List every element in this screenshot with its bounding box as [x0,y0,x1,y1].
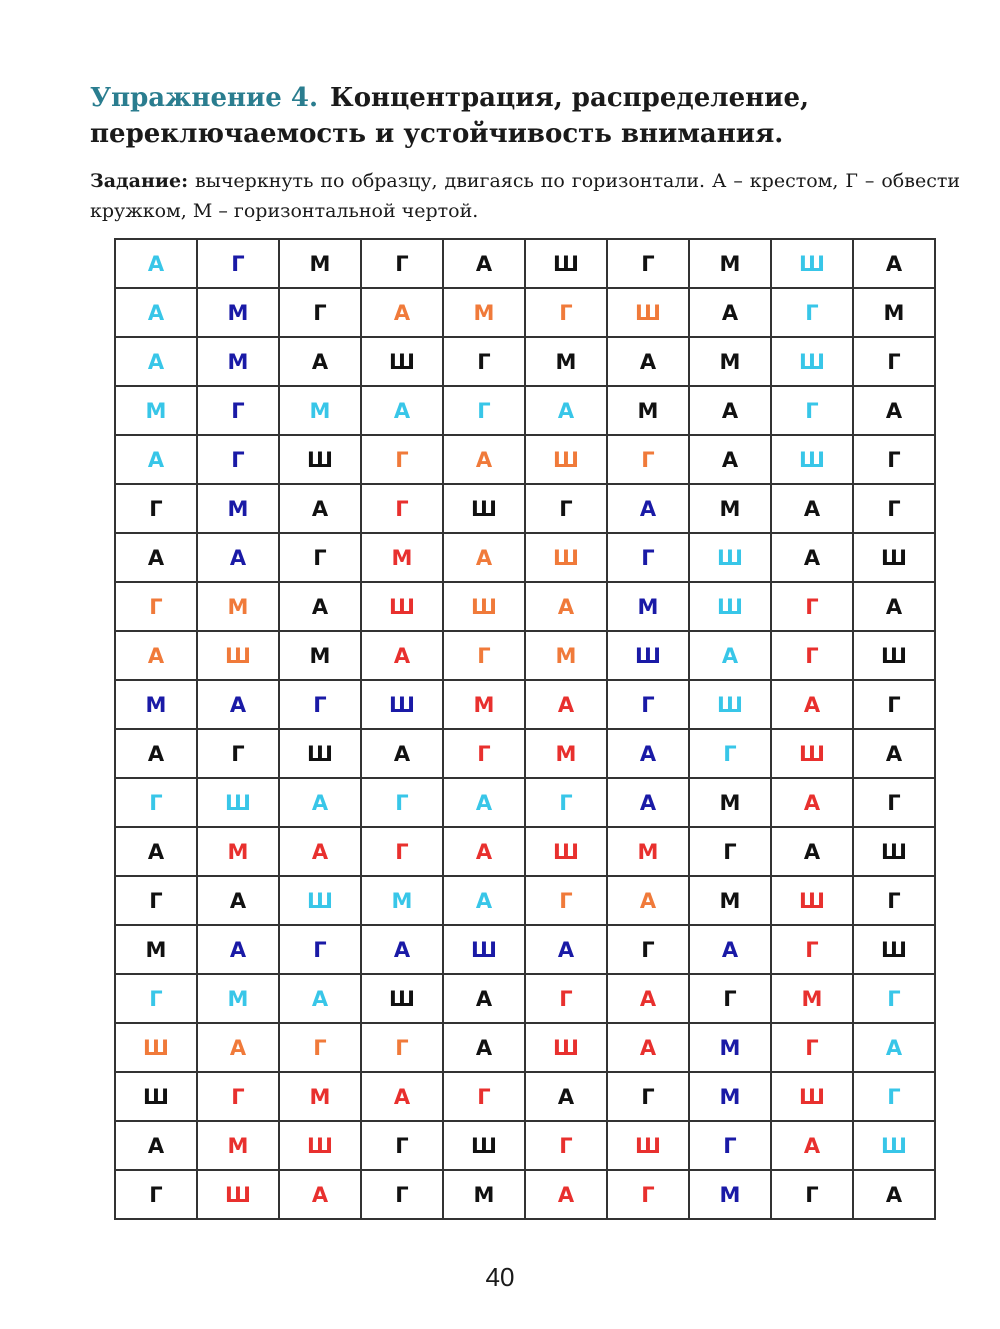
grid-cell[interactable]: А [771,680,853,729]
grid-cell[interactable]: М [197,582,279,631]
grid-cell[interactable]: М [689,484,771,533]
grid-cell[interactable]: Г [853,778,935,827]
grid-cell[interactable]: М [689,239,771,288]
grid-cell[interactable]: Г [771,1023,853,1072]
grid-cell[interactable]: А [115,827,197,876]
grid-cell[interactable]: Г [689,1121,771,1170]
grid-cell[interactable]: Г [771,582,853,631]
grid-cell[interactable]: А [443,827,525,876]
grid-row [115,974,935,1023]
grid-cell[interactable]: Ш [771,337,853,386]
grid-cell[interactable]: М [197,288,279,337]
grid-cell[interactable]: А [279,337,361,386]
grid-cell[interactable]: Г [197,239,279,288]
grid-cell[interactable]: А [443,435,525,484]
grid-row [115,1121,935,1170]
grid-cell[interactable]: Ш [689,533,771,582]
grid-cell[interactable]: М [607,827,689,876]
grid-cell[interactable]: А [689,435,771,484]
grid-cell[interactable]: Ш [853,631,935,680]
grid-cell[interactable]: Г [771,925,853,974]
grid-cell[interactable]: Г [279,1023,361,1072]
grid-row [115,1072,935,1121]
grid-cell[interactable]: А [279,778,361,827]
grid-cell[interactable]: А [361,386,443,435]
grid-cell[interactable]: Ш [607,288,689,337]
grid-cell[interactable]: М [443,1170,525,1219]
grid-cell[interactable]: Г [525,778,607,827]
grid-cell[interactable]: Г [115,778,197,827]
grid-cell[interactable]: Ш [443,484,525,533]
grid-cell[interactable]: М [607,582,689,631]
letter-grid [114,238,936,1220]
grid-cell[interactable]: Г [607,239,689,288]
grid-row [115,337,935,386]
grid-cell[interactable]: М [197,1121,279,1170]
grid-cell[interactable]: Ш [771,876,853,925]
grid-cell[interactable]: А [771,827,853,876]
grid-cell[interactable]: Г [853,680,935,729]
grid-cell[interactable]: М [443,680,525,729]
grid-cell[interactable]: Г [525,288,607,337]
grid-row [115,582,935,631]
grid-cell[interactable]: Ш [279,729,361,778]
grid-row [115,288,935,337]
grid-cell[interactable]: Г [607,1170,689,1219]
grid-cell[interactable]: Ш [771,1072,853,1121]
grid-cell[interactable]: А [115,435,197,484]
grid-cell[interactable]: Ш [853,533,935,582]
grid-cell[interactable]: Г [607,533,689,582]
grid-row [115,680,935,729]
grid-cell[interactable]: М [771,974,853,1023]
grid-cell[interactable]: А [443,876,525,925]
task-instruction [90,166,960,226]
grid-cell[interactable]: Г [361,1023,443,1072]
grid-cell[interactable]: М [197,484,279,533]
grid-cell[interactable]: А [115,533,197,582]
grid-cell[interactable]: Г [689,974,771,1023]
grid-cell[interactable]: А [443,1023,525,1072]
grid-cell[interactable]: Ш [525,1023,607,1072]
grid-cell[interactable]: М [279,631,361,680]
grid-cell[interactable]: А [115,239,197,288]
grid-cell[interactable]: А [607,974,689,1023]
grid-cell[interactable]: А [115,288,197,337]
grid-cell[interactable]: Г [197,386,279,435]
grid-cell[interactable]: Ш [689,680,771,729]
grid-cell[interactable]: М [853,288,935,337]
grid-cell[interactable]: А [607,1023,689,1072]
grid-cell[interactable]: Г [771,288,853,337]
grid-cell[interactable]: М [279,1072,361,1121]
grid-cell[interactable]: А [279,827,361,876]
grid-cell[interactable]: М [689,1170,771,1219]
grid-cell[interactable]: А [689,925,771,974]
grid-row [115,876,935,925]
grid-cell[interactable]: Г [361,827,443,876]
grid-row [115,484,935,533]
grid-cell[interactable]: Г [607,680,689,729]
grid-cell[interactable]: Ш [197,1170,279,1219]
grid-cell[interactable]: А [771,484,853,533]
grid-cell[interactable]: А [771,778,853,827]
grid-cell[interactable]: Г [361,484,443,533]
grid-cell[interactable]: А [689,386,771,435]
grid-cell[interactable]: А [443,778,525,827]
grid-row [115,925,935,974]
grid-cell[interactable]: М [115,386,197,435]
grid-cell[interactable]: Г [279,925,361,974]
grid-row [115,1170,935,1219]
grid-cell[interactable]: Ш [689,582,771,631]
grid-cell[interactable]: Ш [607,1121,689,1170]
grid-cell[interactable]: А [771,1121,853,1170]
grid-cell[interactable]: А [361,925,443,974]
grid-cell[interactable]: Г [443,631,525,680]
grid-cell[interactable]: А [689,288,771,337]
grid-cell[interactable]: М [197,337,279,386]
grid-cell[interactable]: Г [443,386,525,435]
grid-row [115,827,935,876]
grid-cell[interactable]: М [689,337,771,386]
exercise-heading [90,80,970,152]
grid-row [115,778,935,827]
grid-cell[interactable]: Г [361,435,443,484]
grid-cell[interactable]: М [443,288,525,337]
grid-cell[interactable]: М [689,778,771,827]
grid-cell[interactable]: А [771,533,853,582]
grid-cell[interactable]: М [361,876,443,925]
grid-cell[interactable]: Ш [853,827,935,876]
grid-cell[interactable]: М [115,680,197,729]
grid-cell[interactable]: Ш [771,239,853,288]
grid-cell[interactable]: А [525,386,607,435]
grid-cell[interactable]: Г [361,1170,443,1219]
grid-cell[interactable]: А [279,484,361,533]
grid-cell[interactable]: Г [689,729,771,778]
grid-cell[interactable]: Ш [443,1121,525,1170]
grid-cell[interactable]: Г [443,729,525,778]
grid-cell[interactable]: Ш [443,582,525,631]
grid-cell[interactable]: Ш [279,876,361,925]
grid-row [115,1023,935,1072]
grid-cell[interactable]: Г [607,1072,689,1121]
grid-cell[interactable]: А [361,631,443,680]
grid-cell[interactable]: Г [443,1072,525,1121]
grid-cell[interactable]: А [853,386,935,435]
grid-cell[interactable]: А [197,925,279,974]
grid-cell[interactable]: М [279,386,361,435]
grid-cell[interactable]: М [525,631,607,680]
grid-cell[interactable]: Г [853,974,935,1023]
grid-cell[interactable]: Ш [853,1121,935,1170]
grid-cell[interactable]: Ш [853,925,935,974]
page-number: 40 [485,1262,515,1292]
grid-cell[interactable]: М [197,827,279,876]
grid-cell[interactable]: А [853,582,935,631]
grid-cell[interactable]: Ш [525,827,607,876]
grid-cell[interactable]: Г [689,827,771,876]
grid-cell[interactable]: Г [853,337,935,386]
task-label: Задание: [90,170,189,192]
grid-cell[interactable]: Г [115,876,197,925]
grid-cell[interactable]: Ш [279,1121,361,1170]
grid-cell[interactable]: Г [443,337,525,386]
grid-cell[interactable]: Ш [607,631,689,680]
grid-cell[interactable]: Г [115,484,197,533]
grid-cell[interactable]: Г [771,386,853,435]
grid-cell[interactable]: Г [525,876,607,925]
grid-cell[interactable]: М [689,1023,771,1072]
grid-cell[interactable]: М [607,386,689,435]
grid-cell[interactable]: Г [361,1121,443,1170]
grid-cell[interactable]: Г [525,484,607,533]
grid-cell[interactable]: А [361,288,443,337]
grid-cell[interactable]: А [689,631,771,680]
grid-cell[interactable]: М [197,974,279,1023]
grid-cell[interactable]: А [279,582,361,631]
grid-cell[interactable]: Ш [361,974,443,1023]
grid-cell[interactable]: Г [853,435,935,484]
grid-cell[interactable]: М [525,729,607,778]
grid-cell[interactable]: А [607,484,689,533]
grid-cell[interactable]: А [853,729,935,778]
grid-cell[interactable]: А [279,1170,361,1219]
grid-cell[interactable]: А [525,925,607,974]
grid-cell[interactable]: А [115,729,197,778]
grid-cell[interactable]: А [443,974,525,1023]
exercise-number: Упражнение 4. [90,83,319,113]
grid-cell[interactable]: А [607,337,689,386]
grid-row [115,435,935,484]
grid-cell[interactable]: Г [197,1072,279,1121]
grid-cell[interactable]: А [197,680,279,729]
grid-cell[interactable]: Ш [525,533,607,582]
grid-cell[interactable]: Г [279,533,361,582]
grid-cell[interactable]: Г [525,974,607,1023]
grid-cell[interactable]: А [607,729,689,778]
grid-cell[interactable]: Г [115,582,197,631]
grid-cell[interactable]: А [607,876,689,925]
grid-row [115,631,935,680]
grid-cell[interactable]: Г [361,239,443,288]
grid-row [115,239,935,288]
grid-cell[interactable]: Ш [525,239,607,288]
exercise-title: Концентрация, распределение, переключаемость и устойчивость внимания. [90,83,810,149]
grid-cell[interactable]: Г [853,484,935,533]
grid-cell[interactable]: А [115,337,197,386]
grid-row [115,729,935,778]
grid-cell[interactable]: А [197,876,279,925]
grid-cell[interactable]: Г [853,1072,935,1121]
grid-cell[interactable]: М [525,337,607,386]
grid-cell[interactable]: Г [771,631,853,680]
grid-cell[interactable]: А [197,533,279,582]
grid-cell[interactable]: Ш [361,582,443,631]
grid-cell[interactable]: Г [115,1170,197,1219]
grid-cell[interactable]: Ш [197,631,279,680]
grid-cell[interactable]: А [525,1170,607,1219]
grid-cell[interactable]: Г [525,1121,607,1170]
grid-cell[interactable]: Г [115,974,197,1023]
grid-cell[interactable]: М [115,925,197,974]
grid-cell[interactable]: М [279,239,361,288]
grid-cell[interactable]: Ш [115,1023,197,1072]
grid-cell[interactable]: Ш [197,778,279,827]
grid-cell[interactable]: Г [197,729,279,778]
grid-cell[interactable]: Ш [443,925,525,974]
grid-cell[interactable]: А [115,631,197,680]
grid-cell[interactable]: Г [279,288,361,337]
grid-cell[interactable]: Ш [361,680,443,729]
grid-cell[interactable]: Ш [771,435,853,484]
grid-cell[interactable]: Г [853,876,935,925]
grid-row [115,386,935,435]
grid-cell[interactable]: Ш [279,435,361,484]
grid-cell[interactable]: М [361,533,443,582]
grid-row [115,533,935,582]
grid-cell[interactable]: А [525,680,607,729]
grid-cell[interactable]: Ш [361,337,443,386]
grid-cell[interactable]: А [197,1023,279,1072]
grid-cell[interactable]: Г [607,435,689,484]
grid-cell[interactable]: Г [279,680,361,729]
grid-cell[interactable]: А [607,778,689,827]
grid-cell[interactable]: Ш [525,435,607,484]
grid-cell[interactable]: Г [607,925,689,974]
grid-cell[interactable]: А [525,1072,607,1121]
grid-cell[interactable]: А [115,1121,197,1170]
grid-cell[interactable]: А [443,533,525,582]
grid-cell[interactable]: М [689,876,771,925]
grid-cell[interactable]: Ш [115,1072,197,1121]
grid-cell[interactable]: А [361,729,443,778]
grid-cell[interactable]: А [279,974,361,1023]
grid-cell[interactable]: Ш [771,729,853,778]
task-text: вычеркнуть по образцу, двигаясь по горизонтали. А – крестом, Г – обвести кружком, М – горизонтальной чертой. [90,170,961,222]
grid-cell[interactable]: А [361,1072,443,1121]
grid-cell[interactable]: А [853,1170,935,1219]
grid-cell[interactable]: А [525,582,607,631]
grid-cell[interactable]: А [443,239,525,288]
grid-cell[interactable]: Г [361,778,443,827]
grid-cell[interactable]: А [853,1023,935,1072]
grid-cell[interactable]: Г [771,1170,853,1219]
grid-cell[interactable]: М [689,1072,771,1121]
grid-cell[interactable]: Г [197,435,279,484]
grid-cell[interactable]: А [853,239,935,288]
